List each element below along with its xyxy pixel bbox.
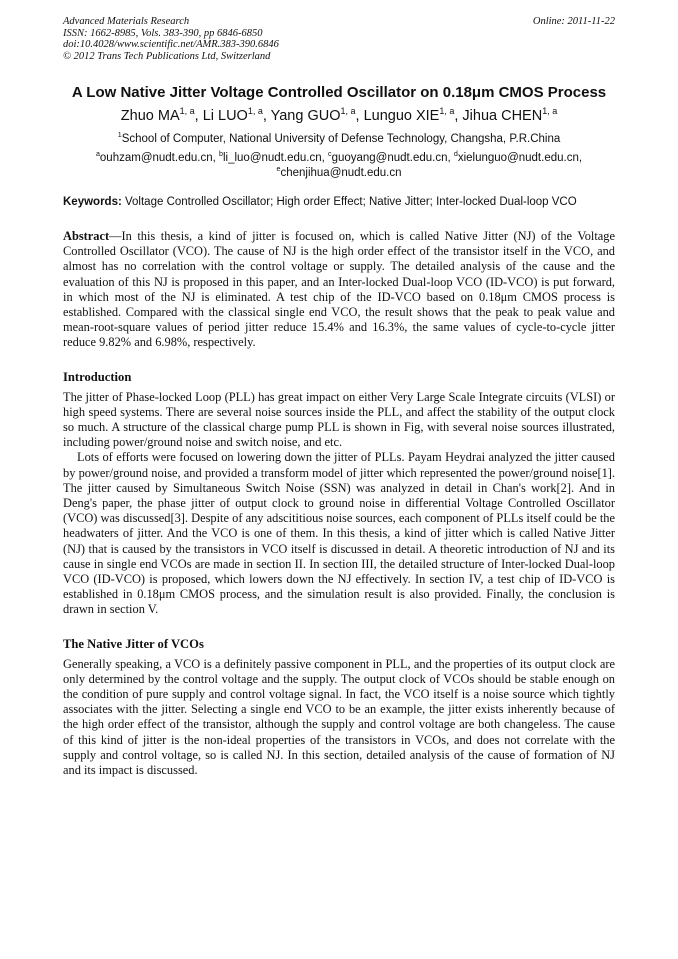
author: Lunguo XIE$^{1, a}$ [363, 106, 455, 124]
paper-title: A Low Native Jitter Voltage Controlled Oscillator on 0.18μm CMOS Process [71, 84, 607, 101]
copyright-line: © 2012 Trans Tech Publications Ltd, Switzerland [63, 50, 271, 62]
author-list: Zhuo MA$^{1, a}$, Li LUO$^{1, a}$, Yang GUO$^{1, a}$, Lunguo XIE$^{1, a}$, Jihua CHEN$^{1, a}$ [120, 106, 558, 124]
journal-header [63, 16, 615, 64]
paragraph: Generally speaking, a VCO is a definitely passive component in PLL, and the properties of its output clock are only determined by the control voltage and the supply. The output clock of VCOs should be stable enough on the condition of pure supply and control voltage signal. In fact, the VCO itself is a noise source which tightly associates with the jitter. Selecting a single end VCO to be an example, the jitter exists inherently because of the high order effect of the transistor, although the supply and control voltage are both changeless. The cause of this kind of jitter is the non-ideal properties of the transistors in VCOs, and does not correlate with the supply and control voltage, so is called NJ. In this section, detailed analysis of the cause of formation of NJ and its impact is discussed. [63, 656, 615, 778]
email-list: $^a$ouhzam@nudt.edu.cn, $^b$li_luo@nudt.edu.cn, $^c$guoyang@nudt.edu.cn, $^d$xielunguo@nudt.edu.cn, $^e$chenjihua@nudt.edu.cn [95, 150, 583, 179]
abstract-text: —In this thesis, a kind of jitter is focused on, which is called Native Jitter (NJ) of the Voltage Controlled Oscillator (VCO). The cause of NJ is the high order effect of the transistor itself in the VCO, and almost has no correlation with the control voltage or supply. The detailed analysis of the cause and the evaluation of this NJ is proposed in this paper, and an Inter-locked Dual-loop VCO (ID-VCO) is put forward, in which most of the NJ is eliminated. A test chip of the ID-VCO based on 0.18μm CMOS process is established. Compared with the classical single end VCO, the result shows that the peak to peak value and mean-root-square values of period jitter reduce 15.4% and 16.3%, the same values of cycle-to-cycle jitter reduce 9.82% and 6.98%, respectively. [63, 229, 615, 350]
online-date: Online: 2011-11-22 [532, 16, 615, 27]
paragraph: The jitter of Phase-locked Loop (PLL) has great impact on either Very Large Scale Integrate circuits (VLSI) or high speed systems. There are several noise sources inside the PLL, and affect the stability of the output clock so much. A structure of the classical charge pump PLL is shown in Fig, with several noise sources illustrated, including power/ground noise and switch noise, and etc. [63, 389, 615, 450]
keywords [63, 195, 615, 210]
keywords-text: Voltage Controlled Oscillator; High order Effect; Native Jitter; Inter-locked Dual-loop VCO [125, 196, 577, 208]
email[interactable]: $^e$chenjihua@nudt.edu.cn [276, 165, 402, 179]
author: Zhuo MA$^{1, a}$ [120, 106, 195, 124]
email[interactable]: $^d$xielunguo@nudt.edu.cn [453, 150, 579, 164]
issn-line: ISSN: 1662-8985, Vols. 383-390, pp 6846-6850 [63, 27, 263, 39]
section-introduction [63, 390, 615, 618]
keywords-label: Keywords: [63, 196, 122, 208]
email[interactable]: $^c$guoyang@nudt.edu.cn [328, 150, 448, 164]
section-heading-introduction: Introduction [63, 369, 132, 384]
abstract [63, 229, 615, 351]
section-native-jitter [63, 657, 615, 779]
author: Li LUO$^{1, a}$ [202, 106, 263, 124]
author: Jihua CHEN$^{1, a}$ [462, 106, 558, 124]
paper-page [63, 16, 615, 778]
doi-line: doi:10.4028/www.scientific.net/AMR.383-390.6846 [63, 39, 279, 50]
journal-name: Advanced Materials Research [63, 16, 190, 27]
author: Yang GUO$^{1, a}$ [270, 106, 356, 124]
email[interactable]: $^a$ouhzam@nudt.edu.cn [95, 150, 213, 164]
paragraph: Lots of efforts were focused on lowering down the jitter of PLLs. Payam Heydrai analyzed the jitter caused by power/ground noise, and provided a transform model of jitter which represented the power/ground noise[1]. The jitter caused by Simultaneous Switch Noise (SSN) was analyzed in detail in Chan's work[2]. And in Deng's paper, the phase jitter of output clock to ground noise in differential Voltage Controlled Oscillator (VCO) was discussed[3]. Despite of any adscititious noise sources, each component of PLLs itself could be the headwaters of jitter. And the VCO is one of them. In this thesis, a kind of jitter which is called Native Jitter (NJ) that is caused by the transistors in VCO itself is discussed in detail. A theoretic introduction of NJ and its cause in single end VCOs are made in section II. In section III, the detailed structure of Inter-locked Dual-loop VCO (ID-VCO) is proposed, which lowers down the NJ effectively. In section IV, a test chip of ID-VCO is established in 0.18μm CMOS process, and the simulation result is also provided. Finally, the conclusion is drawn in section V. [63, 450, 615, 617]
affiliation: $^1$School of Computer, National University of Defense Technology, Changsha, P.R.China [117, 131, 561, 145]
section-heading-native-jitter: The Native Jitter of VCOs [63, 636, 204, 651]
abstract-label: Abstract [63, 229, 110, 243]
email[interactable]: $^b$li_luo@nudt.edu.cn [219, 150, 322, 164]
